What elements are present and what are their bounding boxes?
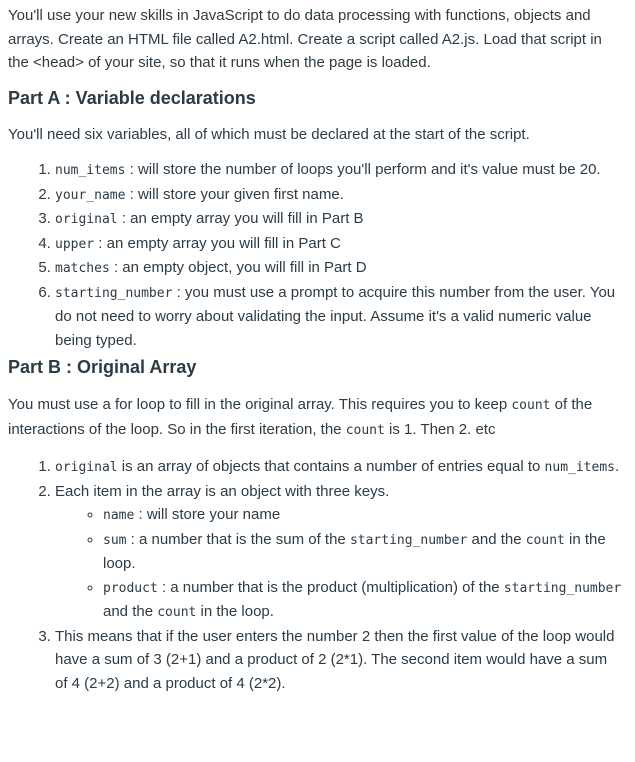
object-keys-list [55, 503, 623, 625]
code-starting-number: starting_number [503, 580, 622, 596]
code-sum: sum [103, 532, 127, 548]
code-count: count [345, 422, 385, 438]
part-b-description: You must use a for loop to fill in the original array. This requires you to keep count of the interactions of the loop. So in the first iteration, the count is 1. Then 2. etc [8, 396, 593, 438]
list-item: ◦ product : a number that is the product (multiplication) of the starting_number and the count in the loop. [103, 576, 623, 625]
code-original: original [55, 212, 118, 227]
list-item: 1. num_items : will store the number of loops you'll perform and it's value must be 20. [55, 158, 623, 183]
intro-paragraph: You'll use your new skills in JavaScript to do data processing with functions, objects and arrays. Create an HTML file called A2.html. Create a script called A2.js. Load that script in the <head> of your site, so that it runs when the page is loaded. [8, 7, 602, 71]
list-item: 3. original : an empty array you will fill in Part B [55, 207, 623, 232]
part-a-heading: Part A : Variable declarations [8, 87, 256, 108]
list-item: 2. Each item in the array is an object with three keys. ◦ name : will store your name ◦ sum : a number that is the sum of the starting_number and the count in the loop. ◦ product : a number that is the product (multiplication) of the starting_number and the count in the loop. [55, 480, 623, 625]
code-original: original [55, 460, 118, 475]
code-count: count [157, 605, 197, 620]
code-num-items: num_items [55, 163, 126, 178]
code-matches: matches [55, 261, 110, 276]
code-starting-number: starting_number [349, 532, 468, 548]
code-count: count [525, 532, 565, 548]
part-a-description: You'll need six variables, all of which must be declared at the start of the script. [8, 125, 530, 143]
code-count: count [511, 398, 551, 413]
code-your-name: your_name [55, 187, 126, 203]
list-item: ◦ sum : a number that is the sum of the starting_number and the count in the loop. [103, 528, 623, 576]
part-a-variable-list [8, 158, 623, 352]
list-item: ◦ name : will store your name [103, 503, 623, 528]
code-product: product [103, 580, 158, 596]
code-name: name [103, 508, 135, 523]
part-b-heading: Part B : Original Array [8, 357, 197, 377]
code-upper: upper [55, 236, 95, 252]
part-b-list [8, 455, 623, 695]
list-item: 2. your_name : will store your given first name. [55, 183, 623, 208]
list-item: 4. upper : an empty array you will fill in Part C [55, 232, 623, 257]
list-item: 5. matches : an empty object, you will fill in Part D [55, 256, 623, 281]
code-num-items: num_items [544, 460, 615, 475]
list-item: 6. starting_number : you must use a prompt to acquire this number from the user. You do not need to worry about validating the input. Assume it's a valid numeric value being typed. [55, 281, 623, 353]
list-item: 1. original is an array of objects that contains a number of entries equal to num_items. [55, 455, 623, 480]
list-item: 3. This means that if the user enters the number 2 then the first value of the loop would have a sum of 3 (2+1) and a product of 2 (2*1). The second item would have a sum of 4 (2+2) and a product of 4 (2*2). [55, 625, 623, 696]
code-starting-number: starting_number [55, 285, 173, 301]
